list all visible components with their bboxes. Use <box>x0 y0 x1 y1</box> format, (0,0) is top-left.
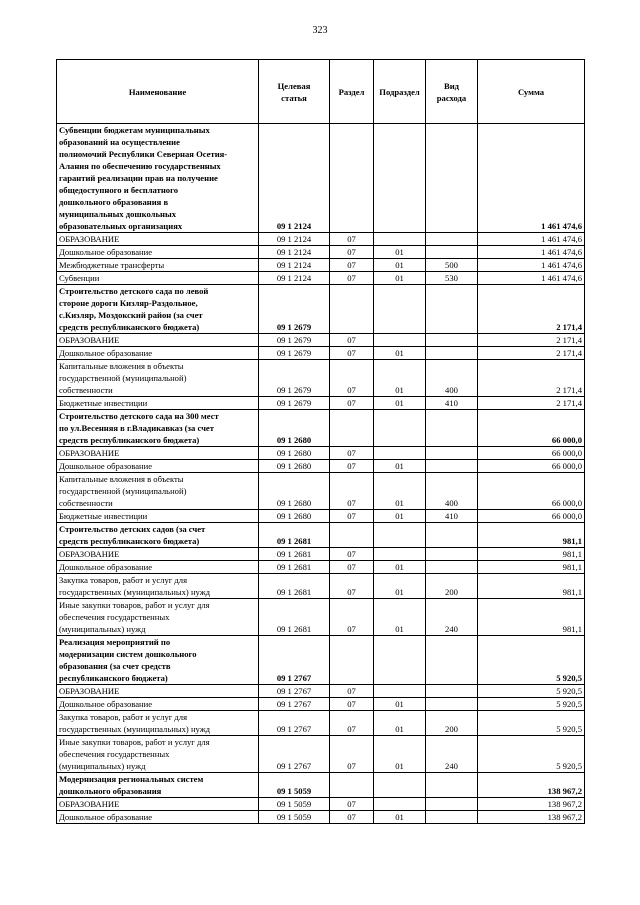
cell-target-article: 09 1 2680 <box>259 410 330 447</box>
cell-subsection: 01 <box>374 711 426 736</box>
table-row <box>57 473 585 510</box>
header-target-article: Целевая статья <box>259 60 330 124</box>
cell-section: 07 <box>330 360 374 397</box>
cell-target-article: 09 1 2679 <box>259 334 330 347</box>
cell-name: Модернизация региональных систем дошкольного образования <box>57 773 259 798</box>
cell-sum: 1 461 474,6 <box>478 272 585 285</box>
cell-name: ОБРАЗОВАНИЕ <box>57 798 259 811</box>
cell-sum: 2 171,4 <box>478 347 585 360</box>
cell-target-article: 09 1 2767 <box>259 636 330 685</box>
cell-name: Строительство детского сада по левой стороне дороги Кизляр-Раздольное, с.Кизляр, Моздокский район (за счет средств республиканского бюджета) <box>57 285 259 334</box>
cell-section <box>330 285 374 334</box>
cell-expense-type <box>426 410 478 447</box>
cell-sum: 138 967,2 <box>478 773 585 798</box>
cell-target-article: 09 1 2680 <box>259 473 330 510</box>
cell-sum: 981,1 <box>478 548 585 561</box>
cell-subsection: 01 <box>374 736 426 773</box>
cell-subsection <box>374 773 426 798</box>
cell-section: 07 <box>330 233 374 246</box>
cell-expense-type <box>426 561 478 574</box>
table-row <box>57 447 585 460</box>
cell-subsection <box>374 410 426 447</box>
cell-name: Закупка товаров, работ и услуг для государственных (муниципальных) нужд <box>57 574 259 599</box>
cell-section <box>330 636 374 685</box>
cell-sum: 981,1 <box>478 574 585 599</box>
cell-section <box>330 124 374 233</box>
cell-sum: 5 920,5 <box>478 698 585 711</box>
cell-subsection: 01 <box>374 510 426 523</box>
cell-name: Дошкольное образование <box>57 561 259 574</box>
cell-section: 07 <box>330 736 374 773</box>
cell-section: 07 <box>330 685 374 698</box>
cell-expense-type: 410 <box>426 397 478 410</box>
cell-name: Дошкольное образование <box>57 246 259 259</box>
header-sum: Сумма <box>478 60 585 124</box>
cell-name: Иные закупки товаров, работ и услуг для обеспечения государственных (муниципальных) нужд <box>57 736 259 773</box>
cell-target-article: 09 1 2679 <box>259 360 330 397</box>
cell-target-article: 09 1 2767 <box>259 685 330 698</box>
cell-sum: 5 920,5 <box>478 736 585 773</box>
cell-target-article: 09 1 5059 <box>259 811 330 824</box>
cell-expense-type <box>426 447 478 460</box>
cell-target-article: 09 1 2680 <box>259 460 330 473</box>
cell-section: 07 <box>330 473 374 510</box>
cell-section <box>330 523 374 548</box>
cell-subsection: 01 <box>374 347 426 360</box>
cell-expense-type <box>426 246 478 259</box>
cell-sum: 5 920,5 <box>478 711 585 736</box>
cell-name: Дошкольное образование <box>57 347 259 360</box>
cell-target-article: 09 1 2679 <box>259 347 330 360</box>
cell-section: 07 <box>330 334 374 347</box>
cell-section: 07 <box>330 711 374 736</box>
cell-subsection <box>374 523 426 548</box>
cell-target-article: 09 1 2679 <box>259 397 330 410</box>
table-row <box>57 285 585 334</box>
cell-expense-type: 240 <box>426 599 478 636</box>
cell-sum: 138 967,2 <box>478 798 585 811</box>
cell-expense-type <box>426 334 478 347</box>
table-row <box>57 773 585 798</box>
cell-sum: 5 920,5 <box>478 636 585 685</box>
cell-expense-type <box>426 811 478 824</box>
cell-subsection: 01 <box>374 561 426 574</box>
cell-expense-type: 400 <box>426 360 478 397</box>
cell-target-article: 09 1 2681 <box>259 523 330 548</box>
cell-expense-type: 410 <box>426 510 478 523</box>
table-row <box>57 259 585 272</box>
cell-sum: 5 920,5 <box>478 685 585 698</box>
table-row <box>57 347 585 360</box>
table-row <box>57 599 585 636</box>
cell-expense-type: 200 <box>426 711 478 736</box>
cell-expense-type: 200 <box>426 574 478 599</box>
cell-name: ОБРАЗОВАНИЕ <box>57 685 259 698</box>
table-row <box>57 685 585 698</box>
header-section: Раздел <box>330 60 374 124</box>
cell-section <box>330 773 374 798</box>
cell-sum: 2 171,4 <box>478 334 585 347</box>
table-row <box>57 798 585 811</box>
table-row <box>57 124 585 233</box>
table-body <box>57 124 585 824</box>
header-name: Наименование <box>57 60 259 124</box>
table-row <box>57 460 585 473</box>
cell-name: Субвенции <box>57 272 259 285</box>
cell-subsection: 01 <box>374 259 426 272</box>
cell-name: ОБРАЗОВАНИЕ <box>57 233 259 246</box>
cell-subsection: 01 <box>374 246 426 259</box>
cell-expense-type: 240 <box>426 736 478 773</box>
cell-section: 07 <box>330 397 374 410</box>
cell-expense-type <box>426 285 478 334</box>
cell-target-article: 09 1 2124 <box>259 246 330 259</box>
cell-sum: 2 171,4 <box>478 285 585 334</box>
cell-sum: 66 000,0 <box>478 510 585 523</box>
cell-subsection <box>374 636 426 685</box>
cell-section: 07 <box>330 246 374 259</box>
cell-expense-type <box>426 798 478 811</box>
table-row <box>57 548 585 561</box>
cell-target-article: 09 1 2767 <box>259 698 330 711</box>
cell-subsection: 01 <box>374 599 426 636</box>
cell-name: Межбюджетные трансферты <box>57 259 259 272</box>
cell-target-article: 09 1 2680 <box>259 510 330 523</box>
cell-target-article: 09 1 2680 <box>259 447 330 460</box>
cell-subsection <box>374 233 426 246</box>
cell-sum: 1 461 474,6 <box>478 124 585 233</box>
cell-sum: 981,1 <box>478 561 585 574</box>
cell-name: ОБРАЗОВАНИЕ <box>57 548 259 561</box>
cell-target-article: 09 1 2681 <box>259 574 330 599</box>
table-row <box>57 736 585 773</box>
cell-expense-type <box>426 548 478 561</box>
cell-subsection <box>374 548 426 561</box>
cell-section: 07 <box>330 548 374 561</box>
cell-section: 07 <box>330 811 374 824</box>
cell-section: 07 <box>330 599 374 636</box>
cell-subsection <box>374 685 426 698</box>
cell-name: Субвенции бюджетам муниципальных образований на осуществление полномочий Республики Северная Осетия- Алания по обеспечению государственных гарантий реализации прав на получение общедоступного и бесплатного дошкольного образования в муниципальных дошкольных образовательных организациях <box>57 124 259 233</box>
cell-target-article: 09 1 2679 <box>259 285 330 334</box>
cell-expense-type <box>426 347 478 360</box>
cell-expense-type <box>426 698 478 711</box>
cell-section <box>330 410 374 447</box>
cell-name: Дошкольное образование <box>57 460 259 473</box>
table-row <box>57 561 585 574</box>
cell-section: 07 <box>330 347 374 360</box>
cell-expense-type <box>426 685 478 698</box>
cell-sum: 2 171,4 <box>478 397 585 410</box>
cell-sum: 981,1 <box>478 599 585 636</box>
cell-subsection: 01 <box>374 574 426 599</box>
cell-expense-type <box>426 233 478 246</box>
cell-section: 07 <box>330 798 374 811</box>
cell-sum: 66 000,0 <box>478 447 585 460</box>
cell-section: 07 <box>330 510 374 523</box>
cell-name: Закупка товаров, работ и услуг для государственных (муниципальных) нужд <box>57 711 259 736</box>
cell-target-article: 09 1 2681 <box>259 599 330 636</box>
table-row <box>57 272 585 285</box>
cell-sum: 2 171,4 <box>478 360 585 397</box>
cell-sum: 981,1 <box>478 523 585 548</box>
cell-sum: 1 461 474,6 <box>478 259 585 272</box>
cell-name: Строительство детских садов (за счет средств республиканского бюджета) <box>57 523 259 548</box>
table-header-row <box>57 60 585 124</box>
cell-name: Капитальные вложения в объекты государственной (муниципальной) собственности <box>57 360 259 397</box>
cell-section: 07 <box>330 272 374 285</box>
cell-section: 07 <box>330 698 374 711</box>
cell-name: Реализация мероприятий по модернизации систем дошкольного образования (за счет средств республиканского бюджета) <box>57 636 259 685</box>
cell-target-article: 09 1 2681 <box>259 548 330 561</box>
cell-name: Иные закупки товаров, работ и услуг для обеспечения государственных (муниципальных) нужд <box>57 599 259 636</box>
table-row <box>57 334 585 347</box>
cell-expense-type: 530 <box>426 272 478 285</box>
cell-target-article: 09 1 2124 <box>259 124 330 233</box>
cell-subsection: 01 <box>374 473 426 510</box>
cell-target-article: 09 1 2124 <box>259 233 330 246</box>
cell-name: Строительство детского сада на 300 мест по ул.Весенняя в г.Владикавказ (за счет средств республиканского бюджета) <box>57 410 259 447</box>
cell-name: Дошкольное образование <box>57 811 259 824</box>
cell-section: 07 <box>330 460 374 473</box>
cell-subsection <box>374 447 426 460</box>
cell-name: ОБРАЗОВАНИЕ <box>57 447 259 460</box>
cell-name: Капитальные вложения в объекты государственной (муниципальной) собственности <box>57 473 259 510</box>
cell-subsection: 01 <box>374 460 426 473</box>
table-row <box>57 510 585 523</box>
cell-subsection: 01 <box>374 811 426 824</box>
cell-subsection <box>374 285 426 334</box>
cell-sum: 1 461 474,6 <box>478 233 585 246</box>
header-subsection: Подраздел <box>374 60 426 124</box>
cell-target-article: 09 1 5059 <box>259 798 330 811</box>
cell-expense-type <box>426 523 478 548</box>
cell-sum: 66 000,0 <box>478 473 585 510</box>
table-row <box>57 574 585 599</box>
cell-section: 07 <box>330 259 374 272</box>
cell-name: ОБРАЗОВАНИЕ <box>57 334 259 347</box>
table-row <box>57 233 585 246</box>
cell-subsection: 01 <box>374 698 426 711</box>
cell-expense-type <box>426 773 478 798</box>
table-row <box>57 811 585 824</box>
cell-target-article: 09 1 2767 <box>259 711 330 736</box>
cell-sum: 66 000,0 <box>478 410 585 447</box>
header-expense-type: Вид расхода <box>426 60 478 124</box>
cell-sum: 66 000,0 <box>478 460 585 473</box>
budget-table <box>56 59 585 824</box>
cell-target-article: 09 1 2681 <box>259 561 330 574</box>
cell-section: 07 <box>330 574 374 599</box>
cell-target-article: 09 1 2767 <box>259 736 330 773</box>
table-row <box>57 410 585 447</box>
page-number: 323 <box>312 25 328 36</box>
cell-section: 07 <box>330 561 374 574</box>
cell-target-article: 09 1 2124 <box>259 259 330 272</box>
cell-target-article: 09 1 5059 <box>259 773 330 798</box>
cell-expense-type: 500 <box>426 259 478 272</box>
cell-subsection: 01 <box>374 272 426 285</box>
cell-expense-type <box>426 124 478 233</box>
cell-subsection <box>374 334 426 347</box>
cell-subsection <box>374 798 426 811</box>
cell-expense-type <box>426 636 478 685</box>
cell-expense-type: 400 <box>426 473 478 510</box>
table-row <box>57 698 585 711</box>
table-row <box>57 636 585 685</box>
cell-subsection: 01 <box>374 397 426 410</box>
cell-subsection: 01 <box>374 360 426 397</box>
table-row <box>57 360 585 397</box>
table-row <box>57 711 585 736</box>
cell-expense-type <box>426 460 478 473</box>
cell-sum: 1 461 474,6 <box>478 246 585 259</box>
cell-name: Дошкольное образование <box>57 698 259 711</box>
table-row <box>57 246 585 259</box>
table-row <box>57 397 585 410</box>
table-row <box>57 523 585 548</box>
cell-section: 07 <box>330 447 374 460</box>
cell-name: Бюджетные инвестиции <box>57 397 259 410</box>
cell-subsection <box>374 124 426 233</box>
cell-sum: 138 967,2 <box>478 811 585 824</box>
cell-name: Бюджетные инвестиции <box>57 510 259 523</box>
cell-target-article: 09 1 2124 <box>259 272 330 285</box>
